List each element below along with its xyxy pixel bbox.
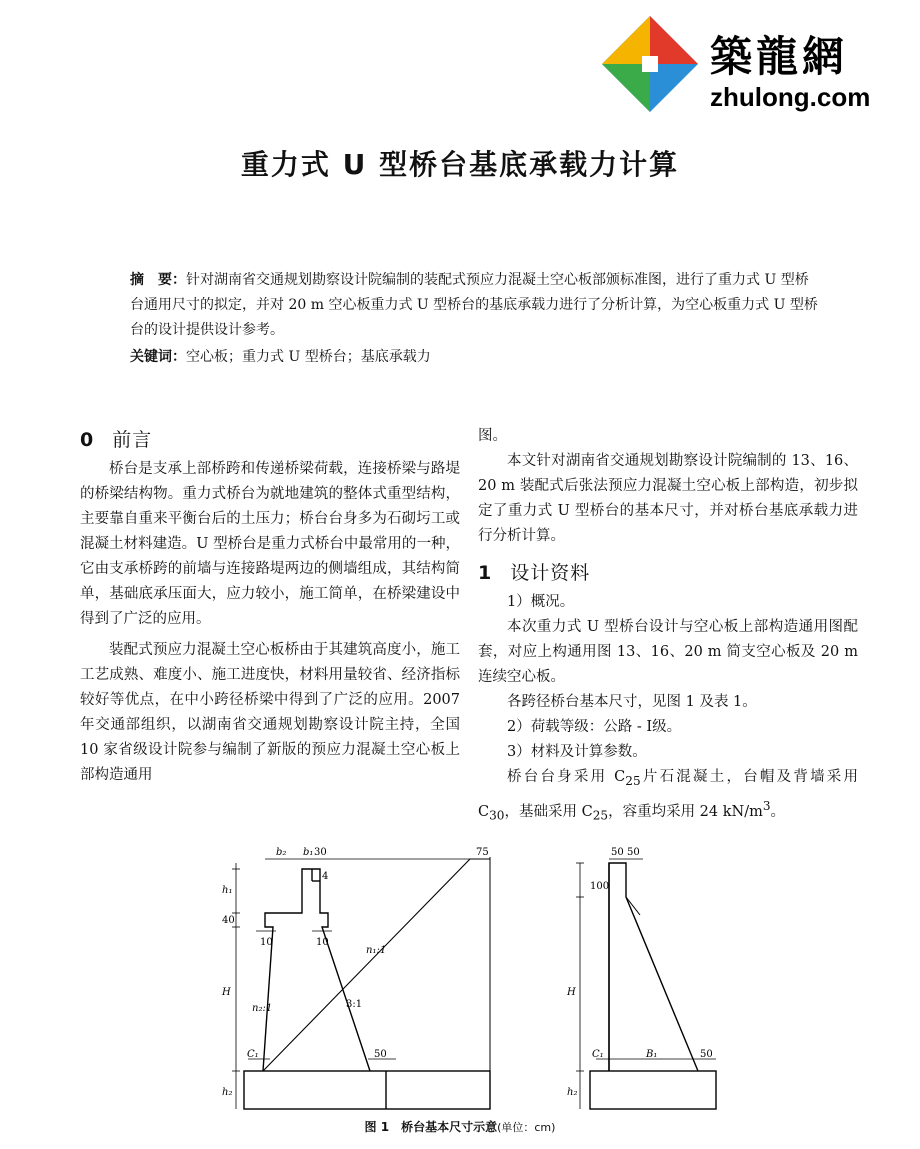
label-100: 100 <box>590 881 610 892</box>
caption-unit: (单位：cm) <box>497 1121 556 1134</box>
label-b2: b₂ <box>276 847 287 858</box>
subscript: 25 <box>625 773 641 788</box>
paragraph: 本文针对湖南省交通规划勘察设计院编制的 13、16、20 m 装配式后张法预应力混凝土空心板上部构造，初步拟定了重力式 U 型桥台的基本尺寸，并对桥台基底承载力进行分析计算。 <box>478 453 858 544</box>
section-number: 1 <box>478 562 493 584</box>
label-30: 30 <box>314 847 327 858</box>
abutment-outline <box>263 869 370 1071</box>
right-column <box>478 424 858 829</box>
site-logo <box>598 12 898 116</box>
section-title: 设计资料 <box>510 562 591 584</box>
keywords-label: 关键词： <box>130 349 186 365</box>
section-1-heading <box>478 561 858 586</box>
foundation-block <box>244 1071 490 1109</box>
figure-1-diagram <box>0 835 920 1115</box>
abstract-body <box>130 268 820 343</box>
paragraph: 各跨径桥台基本尺寸，见图 1 及表 1。 <box>507 694 757 710</box>
label-10-left: 10 <box>260 937 273 948</box>
section-0-heading <box>80 428 460 453</box>
text-run: 桥台台身采用 C <box>507 769 626 785</box>
label-h2: h₂ <box>222 1087 233 1098</box>
logo-domain: zhulong.com <box>710 82 871 112</box>
paragraph: 本次重力式 U 型桥台设计与空心板上部构造通用图配套，对应上构通用图 13、16、20 m 简支空心板及 20 m 连续空心板。 <box>478 619 858 685</box>
label-H-side: H <box>567 987 576 998</box>
label-h1: h₁ <box>222 885 233 896</box>
abstract-label: 摘 要： <box>130 272 186 288</box>
side-foundation-block <box>590 1071 716 1109</box>
text-run: ，容重均采用 24 kN/m <box>608 803 763 820</box>
label-50-a: 50 <box>611 847 624 858</box>
label-50: 50 <box>374 1049 387 1060</box>
slope-line <box>263 859 470 1071</box>
caption-number: 图 1 <box>364 1120 390 1134</box>
label-h2-side: h₂ <box>567 1087 578 1098</box>
front-elevation <box>232 857 490 1109</box>
keywords-text: 空心板；重力式 U 型桥台；基底承载力 <box>186 349 431 365</box>
paragraph: 桥台是支承上部桥跨和传递桥梁荷载，连接桥梁与路堤的桥梁结构物。重力式桥台为就地建筑的整体式重型结构，主要靠自重来平衡台后的土压力；桥台台身多为石砌圬工或混凝土材料建造。U 型桥台是重力式桥台中最常用的一种，它由支承桥跨的前墙与连接路堤两边的侧墙组成，其结构简单，基础底承压面大，应力较小，施工简单，在桥梁建设中得到了广泛的应用。 <box>80 461 460 627</box>
section-number: 0 <box>80 429 95 451</box>
label-C1: C₁ <box>247 1049 259 1060</box>
label-3-1: 3:1 <box>346 999 363 1010</box>
section-title: 前言 <box>112 429 153 451</box>
label-H: H <box>222 987 231 998</box>
paper-title: 重力式 U 型桥台基底承载力计算 <box>240 148 680 181</box>
side-elevation <box>576 859 716 1109</box>
label-n1: n₁:1 <box>366 945 387 956</box>
label-10-right: 10 <box>316 937 329 948</box>
side-elevation-labels <box>566 847 713 1098</box>
text-run: 。 <box>770 803 786 820</box>
label-50-b: 50 <box>627 847 640 858</box>
list-item: 2）荷载等级：公路 - Ⅰ级。 <box>507 719 682 735</box>
logo-emblem-icon <box>598 12 702 116</box>
figure-caption <box>0 1118 920 1135</box>
paragraph-materials <box>478 765 858 829</box>
label-50-c: 50 <box>700 1049 713 1060</box>
abstract <box>130 268 820 370</box>
label-40: 40 <box>222 915 235 926</box>
subscript: 25 <box>592 808 609 823</box>
text-run: 片石混凝土，台帽及背墙采用 C <box>478 769 859 820</box>
label-75: 75 <box>476 847 489 858</box>
text-run: ，基础采用 C <box>504 803 593 820</box>
list-item: 1）概况。 <box>507 594 575 610</box>
list-item: 3）材料及计算参数。 <box>507 744 647 760</box>
logo-name: 築龍網 <box>710 32 849 81</box>
label-n2: n₂:1 <box>252 1003 273 1014</box>
caption-text: 桥台基本尺寸示意 <box>401 1120 498 1134</box>
left-column <box>80 428 460 788</box>
subscript: 30 <box>489 808 505 823</box>
front-elevation-labels <box>221 847 489 1098</box>
superscript: 3 <box>762 798 771 813</box>
label-4: 4 <box>322 871 329 882</box>
paragraph: 装配式预应力混凝土空心板桥由于其建筑高度小，施工工艺成熟、难度小、施工进度快，材料用量较省、经济指标较好等优点，在中小跨径桥梁中得到了广泛的应用。2007 年交通部组织，以湖南省交通规划勘察设计院主持，全国 10 家省级设计院参与编制了新版的预应力混凝土空心板上部构造通用 <box>80 642 460 783</box>
keywords <box>130 345 820 370</box>
abstract-text: 针对湖南省交通规划勘察设计院编制的装配式预应力混凝土空心板部颁标准图，进行了重力式 U 型桥台通用尺寸的拟定，并对 20 m 空心板重力式 U 型桥台的基底承载力进行了分析计算，为空心板重力式 U 型桥台的设计提供设计参考。 <box>130 272 818 338</box>
paragraph-continuation: 图。 <box>478 428 507 444</box>
side-wall-outline <box>609 863 698 1071</box>
label-C1-side: C₁ <box>592 1049 604 1060</box>
label-B1: B₁ <box>646 1049 658 1060</box>
label-b1: b₁ <box>303 847 314 858</box>
